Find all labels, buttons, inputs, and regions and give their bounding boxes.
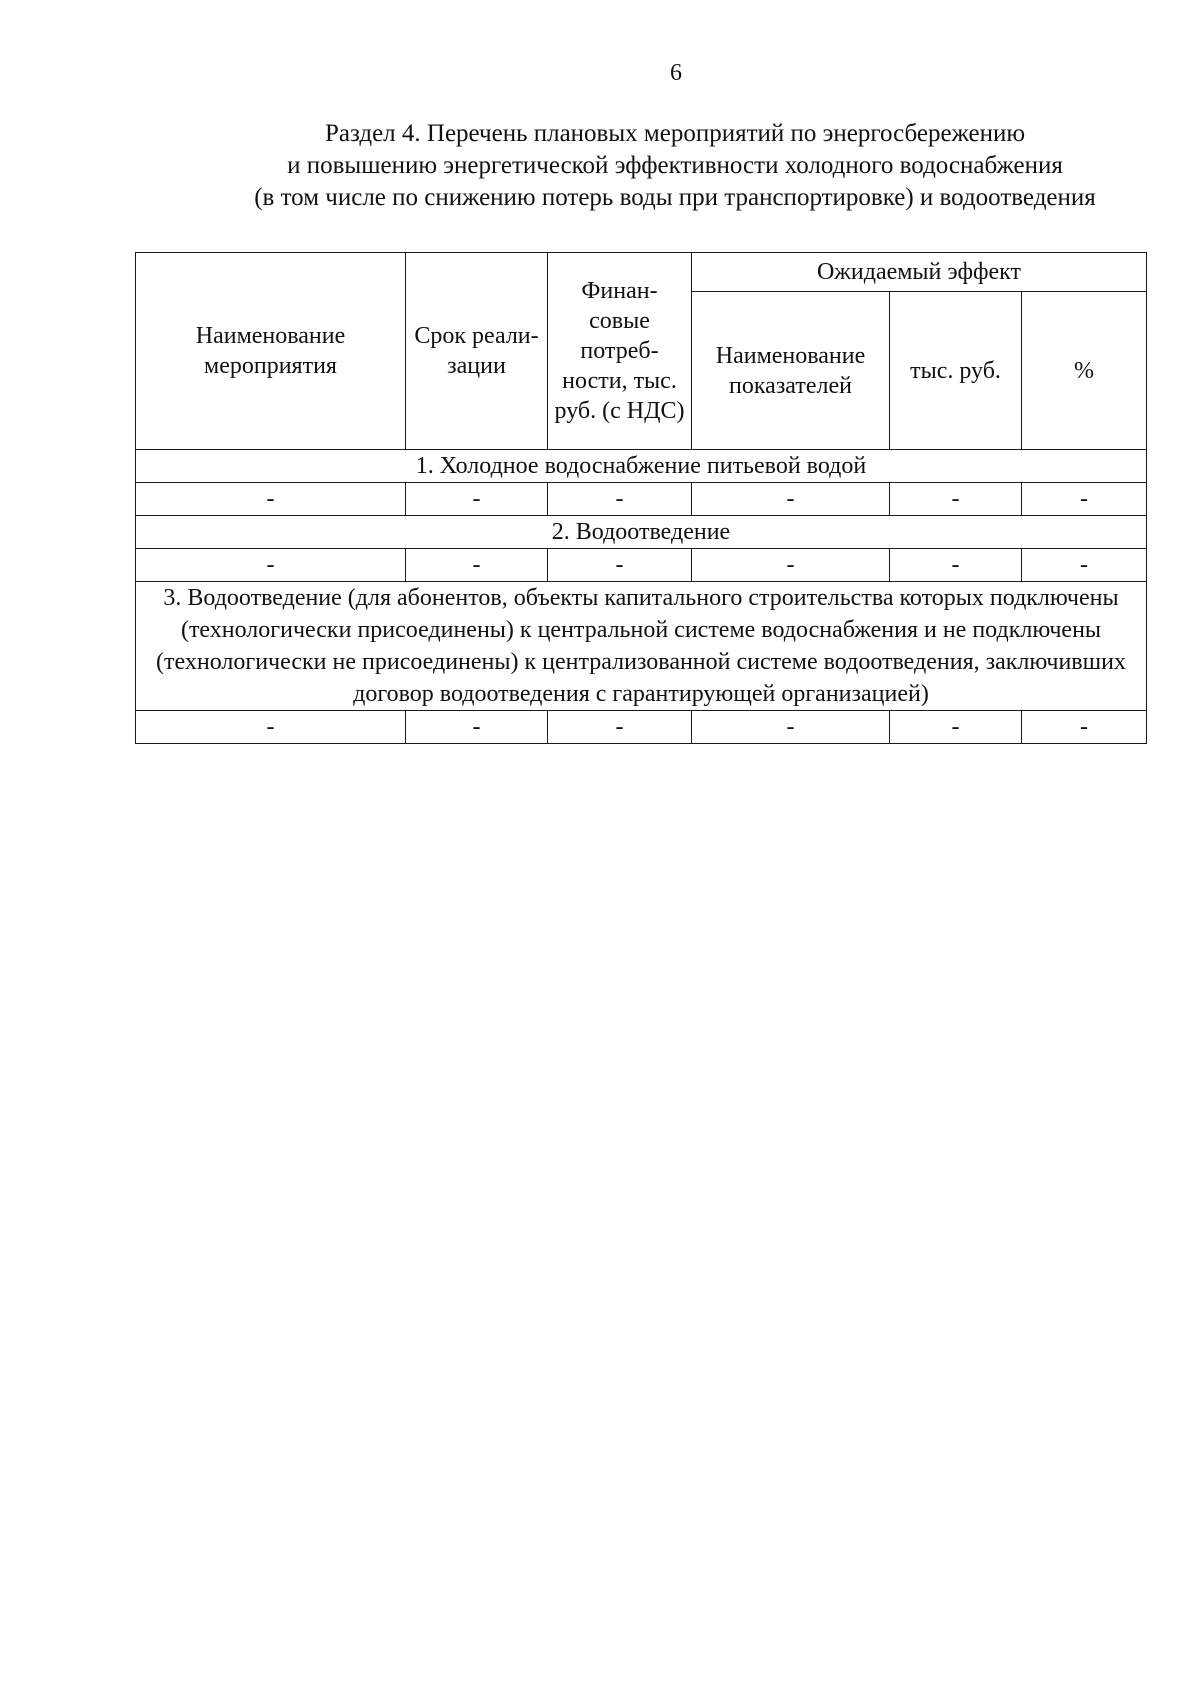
section-title-cell: 3. Водоотведение (для абонентов, объекты капитального строительства которых подключены (технологически присоединены) к центральной системе водоснабжения и не подключены (технологически не присоединены) к централизованной системе водоотведения, заключивших договор водоотведения с гарантирующей организацией) bbox=[136, 582, 1147, 711]
table-cell: - bbox=[890, 483, 1022, 516]
table-cell: - bbox=[406, 483, 548, 516]
section-title-line-2: и повышению энергетической эффективности холодного водоснабжения bbox=[287, 152, 1063, 179]
table-cell: - bbox=[548, 549, 692, 582]
table-cell: - bbox=[1022, 483, 1147, 516]
section-row bbox=[136, 582, 1147, 711]
table-row bbox=[136, 711, 1147, 744]
header-percent: % bbox=[1022, 292, 1147, 450]
table-cell: - bbox=[692, 483, 890, 516]
table-header-row bbox=[136, 253, 1147, 292]
section-title-line-1: Раздел 4. Перечень плановых мероприятий по энергосбережению bbox=[324, 120, 1026, 147]
table-cell: - bbox=[136, 711, 406, 744]
header-measure-name: Наименование мероприятия bbox=[136, 253, 406, 450]
measures-table bbox=[135, 252, 1147, 744]
page-number: 6 bbox=[670, 60, 682, 86]
table-cell: - bbox=[1022, 711, 1147, 744]
table-cell: - bbox=[548, 483, 692, 516]
table-row bbox=[136, 483, 1147, 516]
table-row bbox=[136, 549, 1147, 582]
header-finance: Финан-совые потреб-ности, тыс. руб. (с НДС) bbox=[548, 253, 692, 450]
table-cell: - bbox=[406, 711, 548, 744]
table-cell: - bbox=[692, 549, 890, 582]
header-indicators: Наименование показателей bbox=[692, 292, 890, 450]
header-term: Срок реали-зации bbox=[406, 253, 548, 450]
table-cell: - bbox=[406, 549, 548, 582]
header-thousand-rub: тыс. руб. bbox=[890, 292, 1022, 450]
table-cell: - bbox=[692, 711, 890, 744]
table-cell: - bbox=[890, 549, 1022, 582]
table-cell: - bbox=[1022, 549, 1147, 582]
table-cell: - bbox=[890, 711, 1022, 744]
table-cell: - bbox=[136, 549, 406, 582]
header-expected-effect: Ожидаемый эффект bbox=[692, 253, 1147, 292]
section-row bbox=[136, 450, 1147, 483]
section-row bbox=[136, 516, 1147, 549]
table-cell: - bbox=[136, 483, 406, 516]
section-title-cell: 1. Холодное водоснабжение питьевой водой bbox=[136, 450, 1147, 483]
section-title-cell: 2. Водоотведение bbox=[136, 516, 1147, 549]
section-title-line-3: (в том числе по снижению потерь воды при транспортировке) и водоотведения bbox=[254, 184, 1096, 211]
table-cell: - bbox=[548, 711, 692, 744]
